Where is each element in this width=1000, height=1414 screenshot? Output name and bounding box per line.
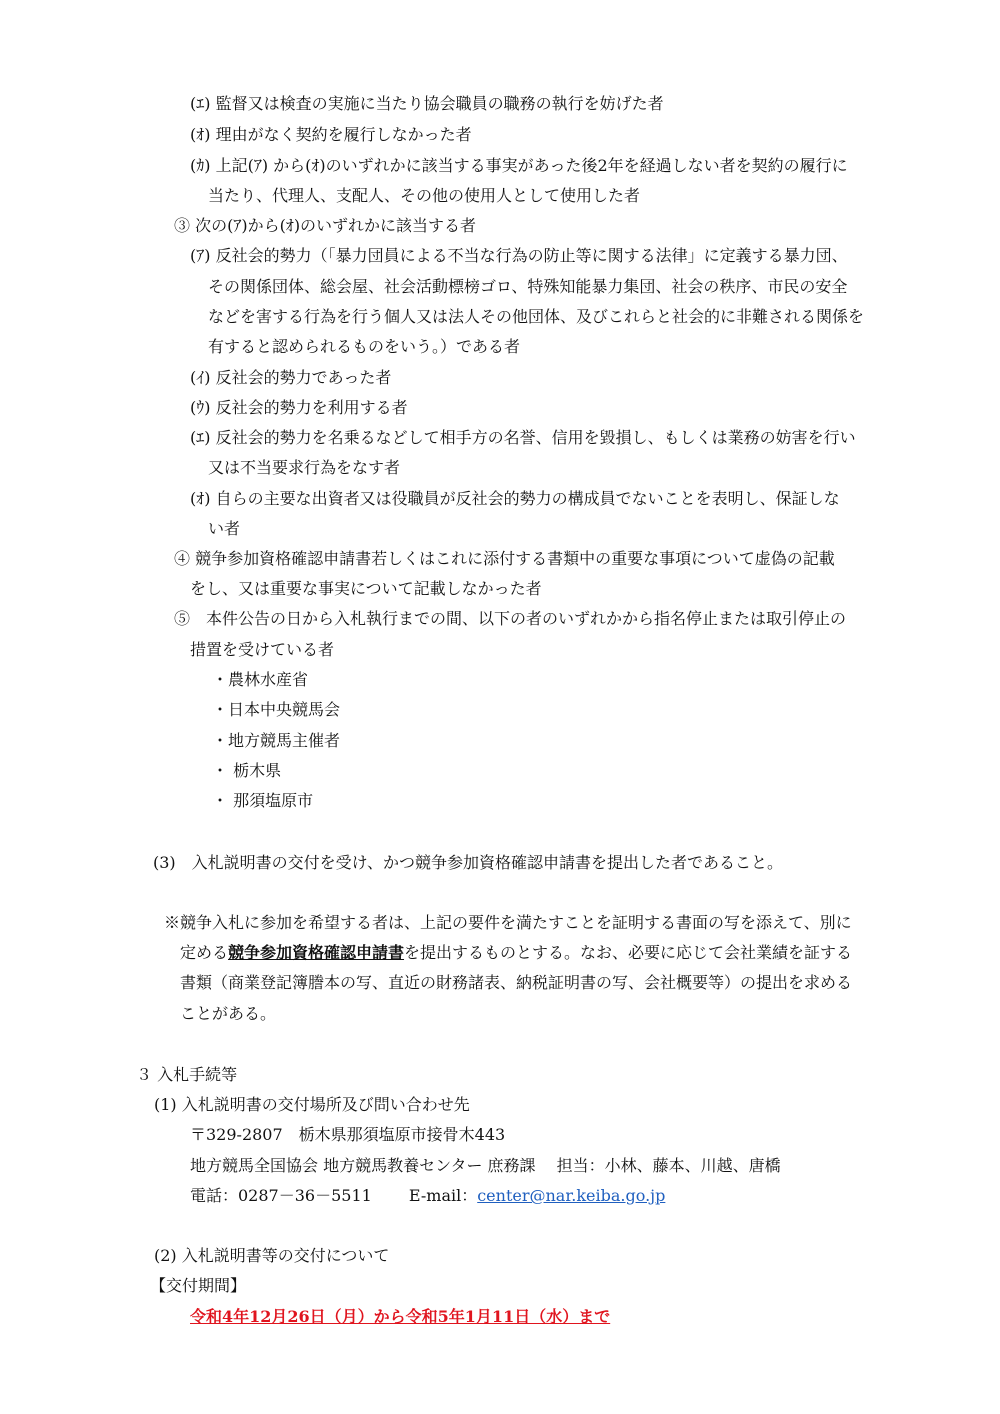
clause-3: (3) 入札説明書の交付を受け、かつ競争参加資格確認申請書を提出した者であること。 — [153, 853, 784, 872]
item-4-line2: をし、又は重要な事実について記載しなかった者 — [190, 579, 542, 598]
bullet-local-racing: ・地方競馬主催者 — [212, 731, 341, 750]
item-3-heading: ③ 次の(ｱ)から(ｵ)のいずれかに該当する者 — [174, 216, 477, 235]
item-5-line1: ⑤ 本件公告の日から入札執行までの間、以下の者のいずれかから指名停止または取引停止の — [174, 609, 847, 628]
note-line4: ことがある。 — [180, 1004, 277, 1023]
bullet-jra: ・日本中央競馬会 — [212, 700, 341, 719]
item-e-obstruction: (ｴ) 監督又は検査の実施に当たり協会職員の職務の執行を妨げた者 — [190, 94, 664, 113]
item-i: (ｲ) 反社会的勢力であった者 — [190, 368, 392, 387]
section-3-1-heading: (1) 入札説明書の交付場所及び問い合わせ先 — [154, 1095, 470, 1114]
item-o2-line1: (ｵ) 自らの主要な出資者又は役職員が反社会的勢力の構成員でないことを表明し、保証しな — [190, 489, 840, 508]
item-ka-line1: (ｶ) 上記(ｱ) から(ｵ)のいずれかに該当する事実があった後2年を経過しない者を契約の履行に — [190, 156, 848, 175]
email-link[interactable]: center@nar.keiba.go.jp — [477, 1186, 666, 1205]
item-ka-line2: 当たり、代理人、支配人、その他の使用人として使用した者 — [208, 186, 641, 205]
address: 〒329-2807 栃木県那須塩原市接骨木443 — [190, 1125, 506, 1144]
item-e2-line2: 又は不当要求行為をなす者 — [208, 458, 401, 477]
section-3-2-heading: (2) 入札説明書等の交付について — [154, 1246, 390, 1265]
note-line2-pre: 定める — [180, 943, 229, 962]
contact-line — [190, 1185, 665, 1207]
item-a-line4: 有すると認められるものをいう。）である者 — [208, 337, 521, 356]
item-a-line3: などを害する行為を行う個人又は法人その他団体、及びこれらと社会的に非難される関係を — [208, 307, 865, 326]
distribution-period: 令和4年12月26日（月）から令和5年1月11日（水）まで — [190, 1307, 611, 1326]
item-e2-line1: (ｴ) 反社会的勢力を名乗るなどして相手方の名誉、信用を毀損し、もしくは業務の妨害を行い — [190, 428, 856, 447]
item-a-line2: その関係団体、総会屋、社会活動標榜ゴロ、特殊知能暴力集団、社会の秩序、市民の安全 — [208, 277, 848, 296]
bullet-nasushiobara: ・ 那須塩原市 — [212, 791, 314, 810]
bullet-maff: ・農林水産省 — [212, 670, 309, 689]
note-line1: ※競争入札に参加を希望する者は、上記の要件を満たすことを証明する書面の写を添えて、別に — [164, 913, 852, 932]
application-form-name: 競争参加資格確認申請書 — [228, 943, 405, 962]
item-4-line1: ④ 競争参加資格確認申請書若しくはこれに添付する書類中の重要な事項について虚偽の記載 — [174, 549, 835, 568]
bullet-tochigi: ・ 栃木県 — [212, 761, 282, 780]
item-a-line1: (ｱ) 反社会的勢力（「暴力団員による不当な行為の防止等に関する法律」に定義する暴力団、 — [190, 246, 848, 265]
organization: 地方競馬全国協会 地方競馬教養センター 庶務課 担当：小林、藤本、川越、唐橋 — [190, 1156, 781, 1175]
item-o-nonperformance: (ｵ) 理由がなく契約を履行しなかった者 — [190, 125, 472, 144]
note-line2-post: を提出するものとする。なお、必要に応じて会社業績を証する — [404, 943, 853, 962]
section-3-heading: ３ 入札手続等 — [136, 1065, 238, 1084]
item-5-line2: 措置を受けている者 — [190, 640, 335, 659]
item-o2-line2: い者 — [208, 519, 241, 538]
period-label: 【交付期間】 — [150, 1276, 247, 1295]
note-line2 — [180, 942, 852, 964]
note-line3: 書類（商業登記簿謄本の写、直近の財務諸表、納税証明書の写、会社概要等）の提出を求める — [180, 973, 853, 992]
phone-text: 電話：0287－36－5511 E-mail： — [190, 1186, 478, 1205]
item-u: (ｳ) 反社会的勢力を利用する者 — [190, 398, 408, 417]
